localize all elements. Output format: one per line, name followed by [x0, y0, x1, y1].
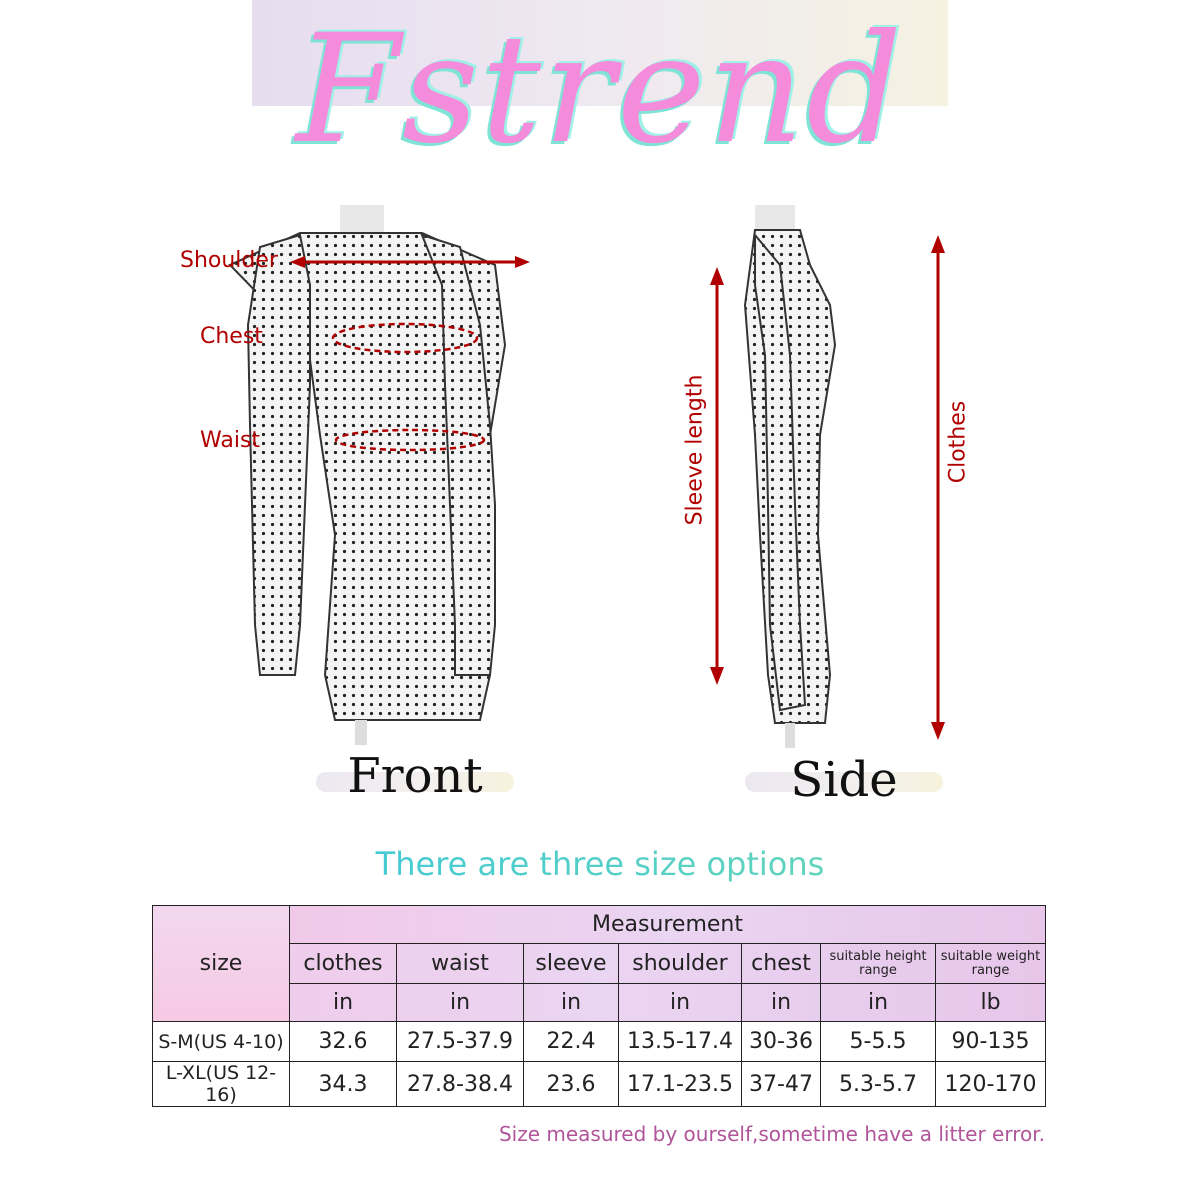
- col-height-range: suitable height range: [821, 944, 936, 984]
- unit-clothes: in: [290, 984, 397, 1022]
- size-chart-table: [152, 905, 1046, 1107]
- cell-waist: 27.5-37.9: [397, 1022, 524, 1062]
- unit-weight: lb: [936, 984, 1046, 1022]
- cell-weight: 120-170: [936, 1062, 1046, 1107]
- cell-clothes: 32.6: [290, 1022, 397, 1062]
- table-row: [153, 1062, 1046, 1107]
- front-view-label: Front: [347, 748, 483, 804]
- front-dress-illustration: [160, 205, 560, 745]
- cell-waist: 27.8-38.4: [397, 1062, 524, 1107]
- measurement-note: Size measured by ourself,sometime have a litter error.: [498, 1122, 1045, 1146]
- col-chest: chest: [742, 944, 821, 984]
- unit-chest: in: [742, 984, 821, 1022]
- shoulder-label: Shoulder: [180, 248, 278, 273]
- brand-logo: Fstrend: [295, 3, 905, 177]
- cell-height: 5.3-5.7: [821, 1062, 936, 1107]
- col-shoulder: shoulder: [619, 944, 742, 984]
- col-sleeve: sleeve: [524, 944, 619, 984]
- size-options-subtitle: There are three size options: [0, 845, 1200, 883]
- chest-label: Chest: [200, 324, 263, 349]
- measurement-header: Measurement: [290, 906, 1046, 944]
- col-clothes: clothes: [290, 944, 397, 984]
- unit-sleeve: in: [524, 984, 619, 1022]
- clothes-length-label: Clothes: [945, 400, 971, 484]
- unit-waist: in: [397, 984, 524, 1022]
- sleeve-length-label: Sleeve length: [682, 374, 708, 526]
- cell-shoulder: 17.1-23.5: [619, 1062, 742, 1107]
- cell-height: 5-5.5: [821, 1022, 936, 1062]
- waist-label: Waist: [200, 428, 261, 453]
- cell-chest: 37-47: [742, 1062, 821, 1107]
- cell-sleeve: 23.6: [524, 1062, 619, 1107]
- size-cell: S-M(US 4-10): [153, 1022, 290, 1062]
- cell-clothes: 34.3: [290, 1062, 397, 1107]
- unit-height: in: [821, 984, 936, 1022]
- cell-chest: 30-36: [742, 1022, 821, 1062]
- cell-weight: 90-135: [936, 1022, 1046, 1062]
- size-cell: L-XL(US 12-16): [153, 1062, 290, 1107]
- table-row: [153, 1022, 1046, 1062]
- unit-shoulder: in: [619, 984, 742, 1022]
- side-view-label: Side: [790, 752, 898, 808]
- col-weight-range: suitable weight range: [936, 944, 1046, 984]
- col-waist: waist: [397, 944, 524, 984]
- cell-sleeve: 22.4: [524, 1022, 619, 1062]
- size-header: size: [153, 906, 290, 1022]
- cell-shoulder: 13.5-17.4: [619, 1022, 742, 1062]
